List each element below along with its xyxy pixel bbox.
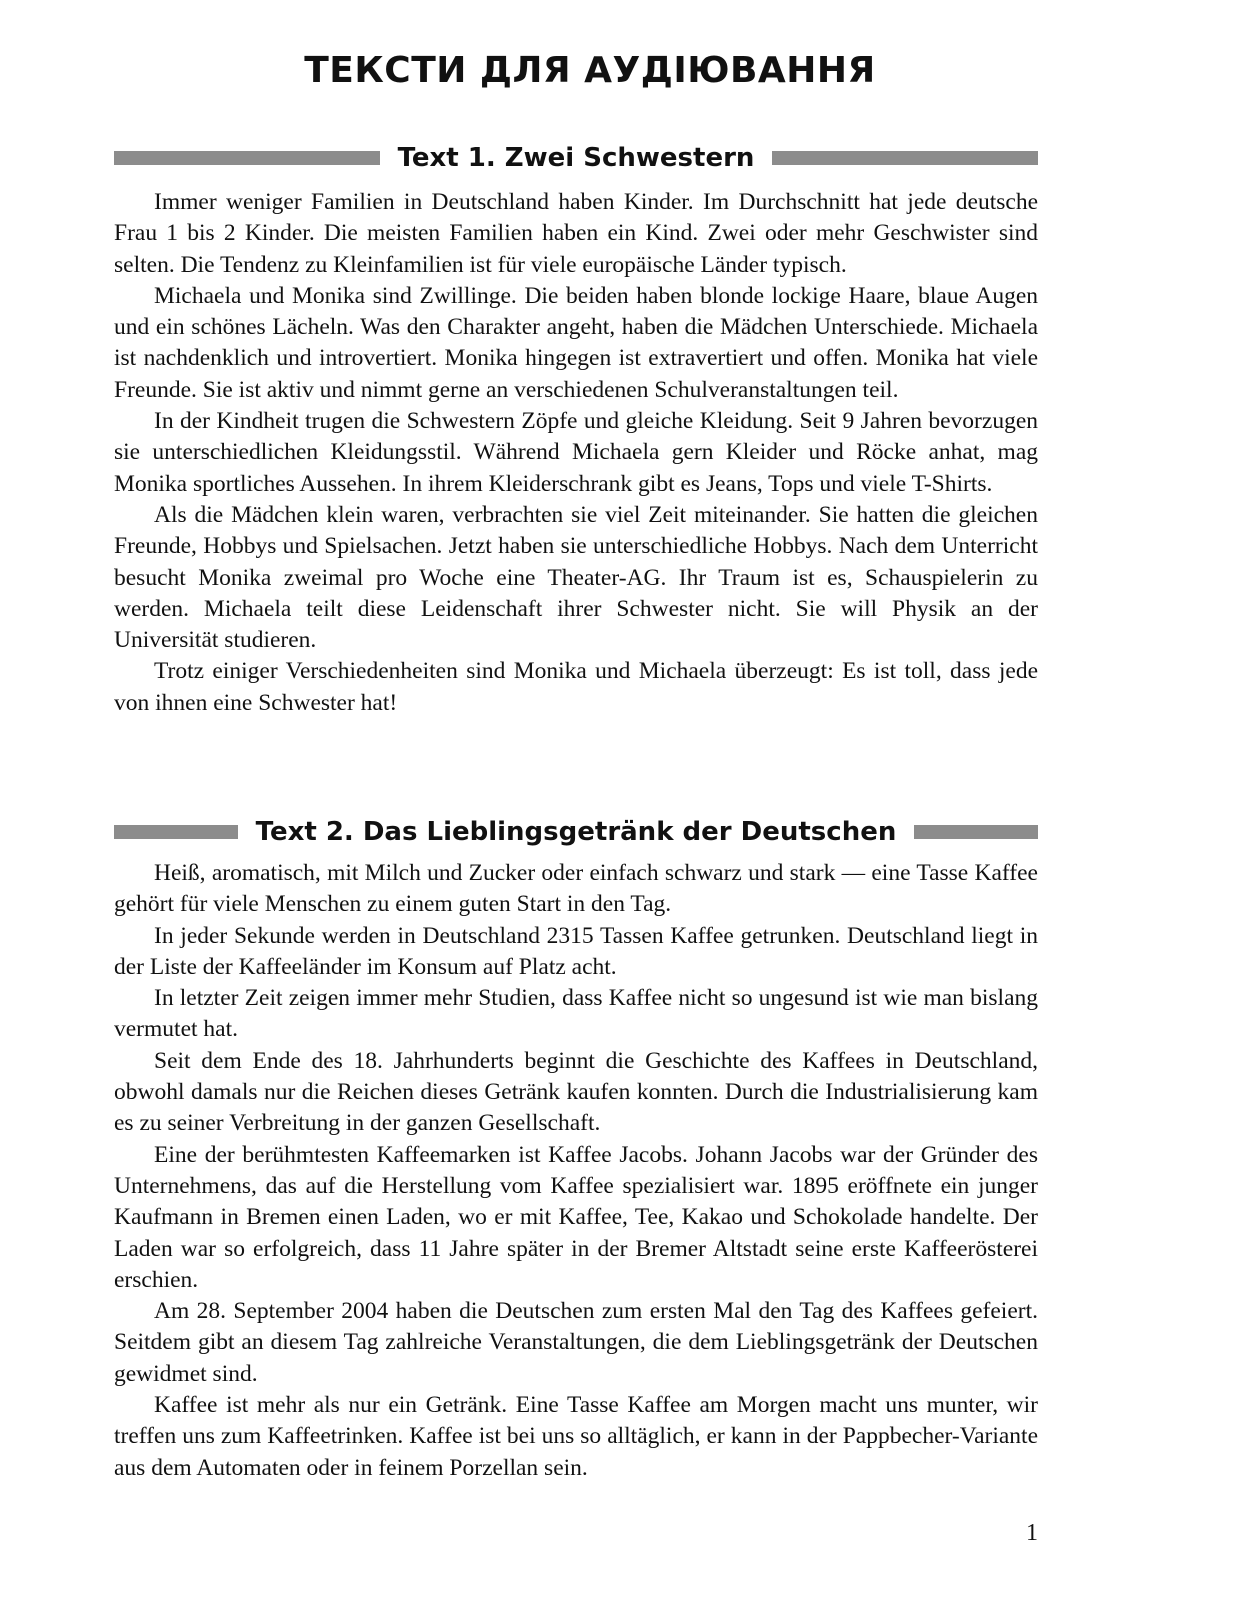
heading-bar-left (114, 825, 238, 839)
paragraph: Heiß, aromatisch, mit Milch und Zucker oder einfach schwarz und stark — eine Tasse Kaffee gehört für viele Menschen zu einem guten Start in den Tag. (114, 860, 1038, 918)
paragraph: Als die Mädchen klein waren, verbrachten sie viel Zeit miteinander. Sie hatten die gleichen Freunde, Hobbys und Spielsachen. Jetzt haben sie unterschiedliche Hobbys. Nach dem Unterricht besucht Monika zweimal pro Woche eine Theater-AG. Ihr Traum ist es, Schauspielerin zu werden. Michaela teilt diese Leidenschaft ihrer Schwester nicht. Sie will Physik an der Universität studieren. (114, 501, 1038, 654)
section-title: Text 1. Zwei Schwestern (397, 143, 755, 173)
heading-bar-right (772, 151, 1038, 165)
paragraph: In der Kindheit trugen die Schwestern Zöpfe und gleiche Kleidung. Seit 9 Jahren bevorzugen sie unterschiedlichen Kleidungsstil. Während Michaela gern Kleider und Röcke anhat, mag Monika sportliches Aussehen. In ihrem Kleiderschrank gibt es Jeans, Tops und viele T-Shirts. (114, 408, 1038, 497)
paragraph: Kaffee ist mehr als nur ein Getränk. Eine Tasse Kaffee am Morgen macht uns munter, wir treffen uns zum Kaffeetrinken. Kaffee ist bei uns so alltäglich, er kann in der Pappbecher-Variante aus dem Automaten oder in feinem Porzellan sein. (114, 1392, 1038, 1481)
paragraph: Eine der berühmtesten Kaffeemarken ist Kaffee Jacobs. Johann Jacobs war der Gründer des Unternehmens, das auf die Herstellung vom Kaffee spezialisiert war. 1895 eröffnete ein junger Kaufmann in Bremen einen Laden, wo er mit Kaffee, Tee, Kakao und Schokolade handelte. Der Laden war so erfolgreich, dass 11 Jahre später in der Bremer Altstadt seine erste Kaffeerösterei erschien. (114, 1141, 1038, 1293)
paragraph: Am 28. September 2004 haben die Deutschen zum ersten Mal den Tag des Kaffees gefeiert. Seitdem gibt an diesem Tag zahlreiche Veranstaltungen, die dem Lieblingsgetränk der Deutschen gewidmet sind. (114, 1298, 1038, 1387)
page-title: ТЕКСТИ ДЛЯ АУДІЮВАННЯ (304, 50, 876, 91)
section-body-text-2 (114, 858, 1038, 1484)
heading-bar-left (114, 151, 380, 165)
heading-bar-right (914, 825, 1038, 839)
paragraph: In letzter Zeit zeigen immer mehr Studien, dass Kaffee nicht so ungesund ist wie man bislang vermutet hat. (114, 985, 1038, 1043)
section-body-text-1 (114, 187, 1038, 719)
paragraph: Michaela und Monika sind Zwillinge. Die beiden haben blonde lockige Haare, blaue Augen und ein schönes Lächeln. Was den Charakter angeht, haben die Mädchen Unterschiede. Michaela ist nachdenklich und introvertiert. Monika hingegen ist extravertiert und offen. Monika hat viele Freunde. Sie ist aktiv und nimmt gerne an verschiedenen Schulveranstaltungen teil. (114, 282, 1038, 403)
page-number: 1 (1026, 1520, 1038, 1546)
section-heading-text-1 (114, 138, 1038, 178)
paragraph: Trotz einiger Verschiedenheiten sind Monika und Michaela überzeugt: Es ist toll, dass jede von ihnen eine Schwester hat! (114, 658, 1038, 716)
section-heading-text-2 (114, 812, 1038, 852)
paragraph: Immer weniger Familien in Deutschland haben Kinder. Im Durchschnitt hat jede deutsche Frau 1 bis 2 Kinder. Die meisten Familien haben ein Kind. Zwei oder mehr Geschwister sind selten. Die Tendenz zu Kleinfamilien ist für viele europäische Länder typisch. (114, 189, 1038, 278)
paragraph: In jeder Sekunde werden in Deutschland 2315 Tassen Kaffee getrunken. Deutschland liegt in der Liste der Kaffeeländer im Konsum auf Platz acht. (114, 922, 1038, 980)
section-title: Text 2. Das Lieblingsgetränk der Deutschen (255, 817, 897, 847)
paragraph: Seit dem Ende des 18. Jahrhunderts beginnt die Geschichte des Kaffees in Deutschland, obwohl damals nur die Reichen dieses Getränk kaufen konnten. Durch die Industrialisierung kam es zu seiner Verbreitung in der ganzen Gesellschaft. (114, 1047, 1038, 1137)
